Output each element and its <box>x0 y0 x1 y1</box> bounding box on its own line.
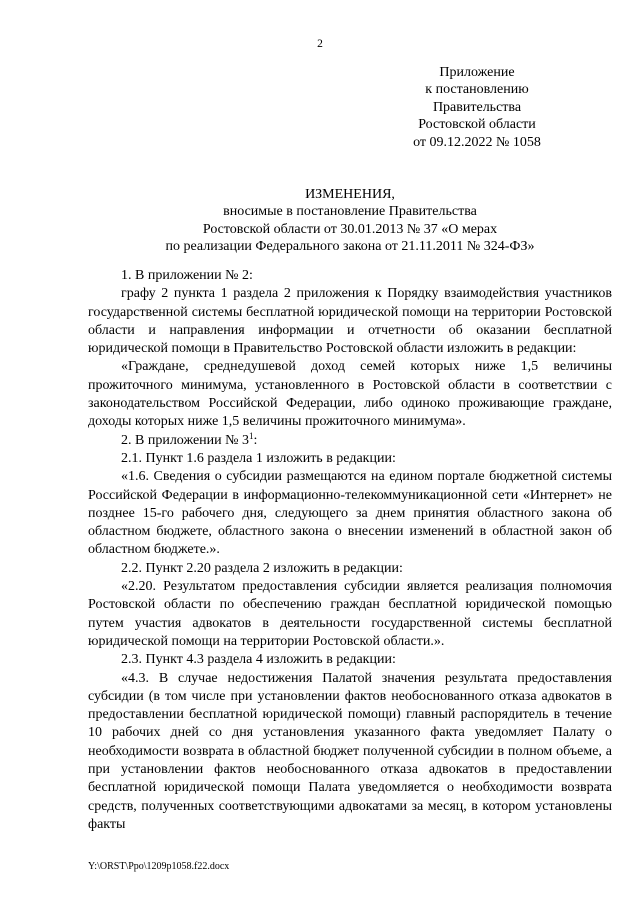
footnote-sup: 1 <box>249 430 254 441</box>
paragraph-quote-4-3: «4.3. В случае недостижения Палатой значения результата предоставления субсидии (в том числе при установлении фактов необоснованного отказа адвокатов в предоставлении бесплатной юридической помощи) главный распорядитель в течение 10 рабочих дней со дня установления указанного факта уведомляет Палату о необходимости возврата в областной бюджет полученной субсидии в полном объеме, а при установлении фактов необоснованного отказа адвокатов в предоставлении бесплатной юридической помощи Палата уведомляется о необходимости возврата средств, полученных соответствующими адвокатами за месяц, в котором установлены факты <box>88 670 612 832</box>
title-line: вносимые в постановление Правительства <box>223 204 477 220</box>
page-number: 2 <box>317 38 323 50</box>
appendix-line: к постановлению <box>425 82 529 98</box>
paragraph-item-2-2: 2.2. Пункт 2.20 раздела 2 изложить в редакции: <box>121 560 403 576</box>
appendix-line: Ростовской области <box>418 117 536 133</box>
paragraph-item-1: 1. В приложении № 2: <box>121 268 253 283</box>
appendix-line: Правительства <box>432 99 522 115</box>
title-heading: ИЗМЕНЕНИЯ, <box>305 187 395 202</box>
file-path-footer: Y:\ORST\Ppo\1209p1058.f22.docx <box>88 861 230 872</box>
paragraph-quote-citizens: «Граждане, среднедушевой доход семей которых ниже 1,5 величины прожиточного минимума, установленного в Ростовской области в соответствии с законодательством Российской Федерации, либо одиноко проживающие граждане, доходы которых ниже 1,5 величины прожиточного минимума». <box>88 359 612 430</box>
paragraph-item-2 <box>88 432 612 450</box>
paragraph-quote-2-20: «2.20. Результатом предоставления субсидии является реализация полномочия Ростовской области по обеспечению граждан бесплатной юридической помощью путем участия адвокатов в деятельности государственной системы бесплатной юридической помощи на территории Ростовской области.». <box>88 579 612 649</box>
document-title <box>88 186 612 256</box>
paragraph-quote-1-6: «1.6. Сведения о субсидии размещаются на едином портале бюджетной системы Российской Федерации в информационно-телекоммуникационной сети «Интернет» не позднее 15-го рабочего дня, следующего за днем принятия областного закона об областном бюджете, областного закона о внесении изменений в областной закон об областном бюджете.». <box>88 469 612 558</box>
title-line: Ростовской области от 30.01.2013 № 37 «О мерах <box>202 221 498 237</box>
appendix-line: от 09.12.2022 № 1058 <box>413 134 541 150</box>
item-2-tail: : <box>253 432 258 448</box>
document-body <box>88 267 612 834</box>
item-2-text: 2. В приложении № 3 <box>121 432 249 448</box>
appendix-block <box>367 64 587 151</box>
title-line: по реализации Федерального закона от 21.11.2011 № 324-ФЗ» <box>165 239 535 255</box>
paragraph-item-2-1: 2.1. Пункт 1.6 раздела 1 изложить в редакции: <box>121 450 396 466</box>
paragraph-graph-2: графу 2 пункта 1 раздела 2 приложения к Порядку взаимодействия участников государственной системы бесплатной юридической помощи на территории Ростовской области и направления информации и отчетности об оказании бесплатной юридической помощи в Правительство Ростовской области изложить в редакции: <box>88 286 612 357</box>
paragraph-item-2-3: 2.3. Пункт 4.3 раздела 4 изложить в редакции: <box>121 652 396 668</box>
appendix-line: Приложение <box>439 65 515 80</box>
